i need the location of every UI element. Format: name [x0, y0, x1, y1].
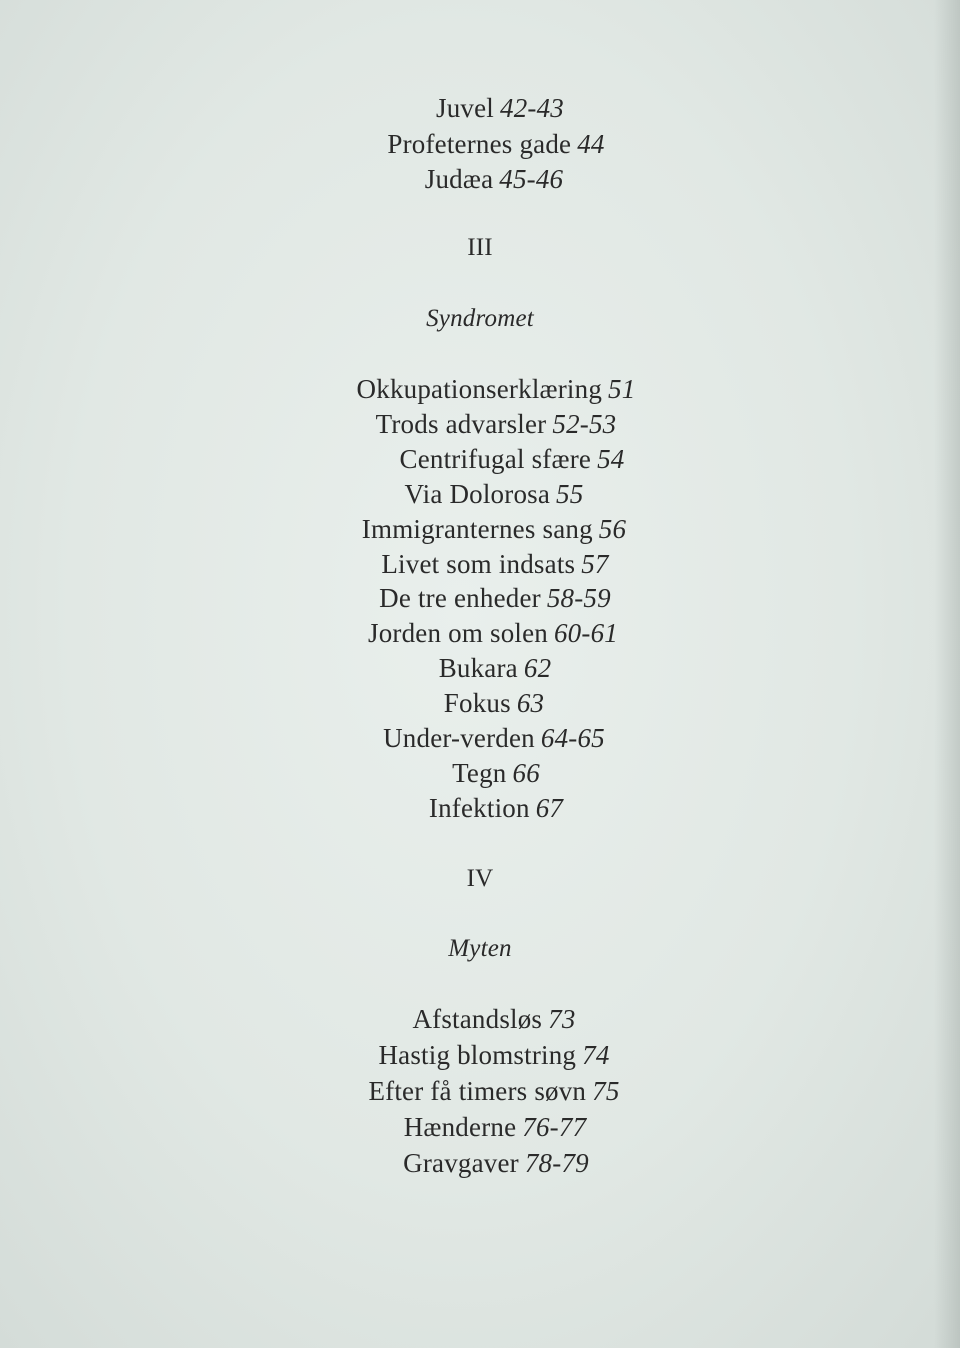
toc-entry-pages: 54 — [597, 443, 625, 474]
toc-entry-title: Jorden om solen — [368, 618, 548, 649]
toc-entry-pages: 78-79 — [524, 1148, 589, 1178]
toc-entry-pages: 57 — [581, 548, 609, 579]
toc-entry-pages: 76-77 — [522, 1112, 587, 1142]
toc-entry — [16, 791, 960, 825]
toc-entry-pages: 51 — [608, 374, 636, 404]
toc-entry-pages: 60-61 — [553, 618, 618, 649]
toc-entry-title: Hænderne — [403, 1112, 517, 1142]
toc-entry — [15, 547, 960, 581]
toc-entry — [15, 581, 960, 615]
part-title-myten: Myten — [448, 935, 512, 962]
toc-entry-pages: 44 — [577, 128, 605, 159]
toc-entry-pages: 66 — [512, 757, 540, 788]
toc-entry-title: Trods advarsler — [375, 408, 547, 439]
toc-entry-pages: 56 — [598, 513, 627, 544]
toc-entry — [14, 162, 960, 196]
toc-entry-pages: 75 — [592, 1076, 620, 1106]
toc-entry-title: Livet som indsats — [381, 548, 576, 579]
toc-entry-title: Juvel — [436, 93, 494, 123]
toc-entry — [14, 721, 960, 755]
toc-entry-title: Immigranternes sang — [361, 513, 593, 544]
toc-entry-pages: 42-43 — [500, 93, 564, 123]
toc-entry-title: Profeternes gade — [387, 128, 572, 159]
toc-entry — [20, 91, 960, 125]
toc-entry-title: Gravgaver — [403, 1148, 519, 1178]
toc-entry-title: Hastig blomstring — [378, 1040, 577, 1070]
toc-entry-pages: 45-46 — [499, 164, 564, 194]
part-numeral-iv: IV — [466, 865, 494, 892]
toc-entry — [14, 477, 960, 511]
toc-entry-title: Centrifugal sfære — [399, 443, 592, 474]
toc-entry — [15, 1110, 960, 1144]
toc-entry — [14, 512, 960, 546]
toc-entry — [14, 1038, 960, 1072]
toc-entry — [16, 407, 960, 441]
part-numeral-iii: III — [467, 234, 493, 261]
toc-entry-pages: 74 — [582, 1040, 610, 1070]
toc-entry-pages: 73 — [548, 1004, 576, 1034]
toc-entry — [32, 442, 960, 476]
toc-entry-pages: 64-65 — [540, 723, 605, 753]
toc-entry — [16, 756, 960, 790]
toc-entry — [14, 1002, 960, 1036]
toc-entry-title: Fokus — [443, 688, 511, 719]
toc-entry-title: Judæa — [424, 164, 494, 194]
toc-entry-title: Bukara — [438, 653, 518, 684]
toc-entry-title: Efter få timers søvn — [368, 1076, 587, 1106]
toc-entry — [14, 686, 960, 720]
toc-entry-title: Tegn — [452, 757, 507, 788]
toc-entry-pages: 55 — [556, 478, 584, 509]
toc-entry — [14, 1074, 960, 1108]
toc-entry — [16, 1146, 960, 1180]
toc-entry — [16, 372, 960, 406]
toc-entry-title: Okkupationserklæring — [356, 374, 603, 404]
toc-entry-pages: 67 — [535, 792, 564, 823]
toc-entry-title: De tre enheder — [379, 583, 541, 614]
toc-entry-pages: 62 — [523, 653, 552, 684]
toc-entry-title: Via Dolorosa — [404, 478, 551, 509]
toc-entry-title: Afstandsløs — [412, 1004, 543, 1034]
toc-entry-title: Under-verden — [383, 723, 535, 753]
toc-entry — [16, 127, 960, 161]
toc-entry — [13, 616, 960, 650]
toc-entry-pages: 63 — [516, 688, 545, 719]
part-title-syndromet: Syndromet — [426, 305, 534, 332]
toc-entry — [15, 651, 960, 685]
toc-entry-pages: 52-53 — [552, 408, 617, 439]
toc-entry-title: Infektion — [428, 792, 530, 823]
toc-entry-pages: 58-59 — [546, 583, 611, 614]
